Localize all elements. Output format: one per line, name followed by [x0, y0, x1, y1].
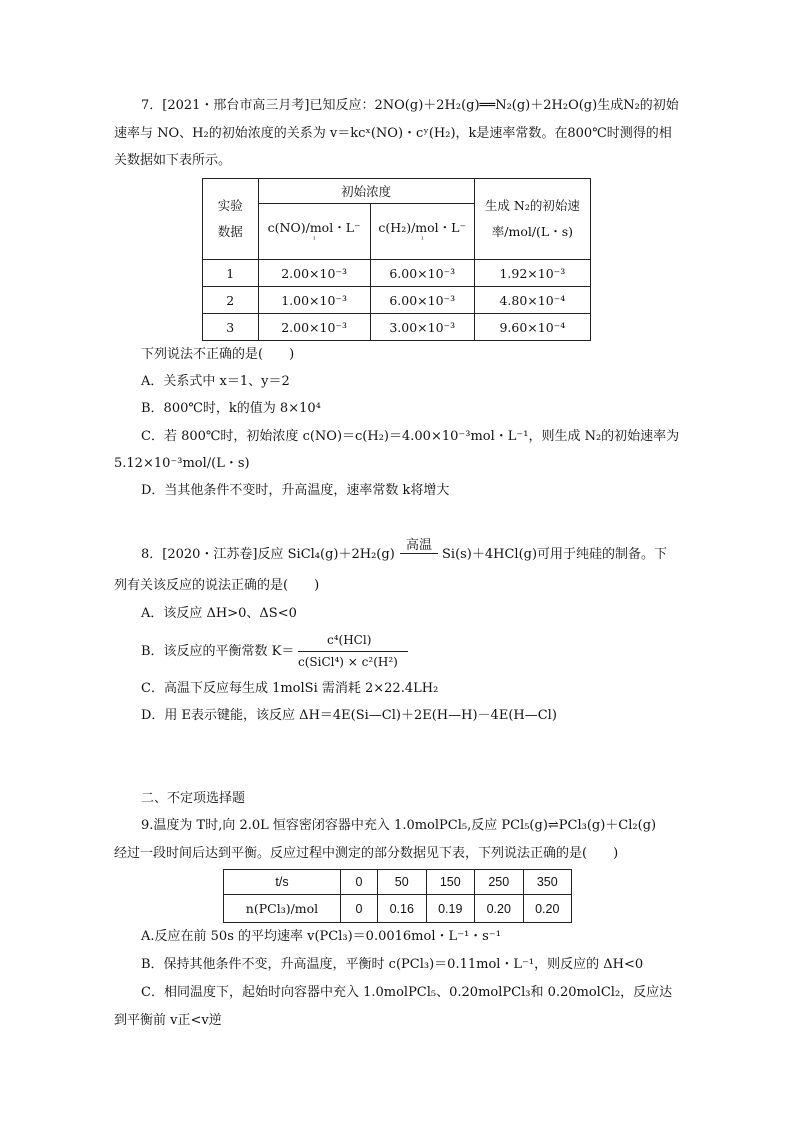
table-header-rate: [474, 179, 590, 260]
cell: 2.00×10⁻³: [258, 314, 370, 341]
q7-data-table: [202, 178, 591, 341]
table-row: [224, 895, 572, 923]
q7-option-a: A．关系式中 x＝1、y＝2: [141, 374, 290, 389]
table-row: [224, 870, 572, 895]
header-text: 实验: [217, 198, 243, 213]
cell: t/s: [224, 870, 341, 895]
cell: 0.20: [475, 895, 524, 923]
header-text: ¹: [420, 236, 424, 244]
cell: 2: [203, 287, 259, 314]
cell: 0.16: [378, 895, 427, 923]
q8-line-2: 列有关该反应的说法正确的是( ): [114, 578, 320, 593]
q7-option-c: C．若 800℃时，初始浓度 c(NO)＝c(H₂)＝4.00×10⁻³mol・L⁻¹，则生成 N₂的初始速率为: [141, 429, 680, 444]
q8-line-1b: Si(s)＋4HCl(g)可用于纯硅的制备。下: [442, 547, 668, 562]
table-header-no: [258, 204, 370, 260]
table-header-h2: [370, 204, 474, 260]
table-row: [203, 287, 591, 314]
q9-line-2: 经过一段时间后达到平衡。反应过程中测定的部分数据见下表，下列说法正确的是( ): [114, 846, 619, 861]
q7-option-c-cont: 5.12×10⁻³mol/(L・s): [114, 456, 250, 471]
cell: 3: [203, 314, 259, 341]
table-header-experiment: [203, 179, 259, 260]
table-header-initial: 初始浓度: [258, 179, 474, 204]
header-text: c(NO)/mol・L⁻: [267, 220, 361, 235]
q7-option-b: B．800℃时，k的值为 8×10⁴: [141, 401, 321, 416]
fraction-denominator: c(SiCl⁴) × c²(H²): [298, 655, 398, 669]
cell: 4.80×10⁻⁴: [474, 287, 590, 314]
header-text: ¹: [312, 236, 316, 244]
fraction-numerator: c⁴(HCl): [327, 633, 372, 647]
q9-option-a: A.反应在前 50s 的平均速率 v(PCl₃)＝0.0016mol・L⁻¹・s⁻¹: [141, 929, 501, 944]
section-title: 二、不定项选择题: [141, 791, 246, 806]
cell: 6.00×10⁻³: [370, 260, 474, 287]
cell: 1.92×10⁻³: [474, 260, 590, 287]
cell: 50: [378, 870, 427, 895]
q7-prompt: 下列说法不正确的是( ): [141, 347, 295, 362]
cell: 0: [341, 870, 378, 895]
q7-line-1: 7．[2021・邢台市高三月考]已知反应：2NO(g)＋2H₂(g)══N₂(g)＋2H₂O(g)生成N₂的初始: [141, 98, 679, 113]
reaction-arrow: [400, 553, 438, 554]
cell: 2.00×10⁻³: [258, 260, 370, 287]
q7-option-d: D．当其他条件不变时，升高温度，速率常数 k将增大: [141, 483, 450, 498]
header-text: 率/mol/(L・s): [491, 224, 574, 239]
q9-option-b: B．保持其他条件不变，升高温度，平衡时 c(PCl₃)＝0.11mol・L⁻¹，则反应的 ΔH<0: [141, 957, 644, 972]
cell: 9.60×10⁻⁴: [474, 314, 590, 341]
table-row: [203, 260, 591, 287]
header-text: 数据: [217, 224, 243, 239]
cell: 0.19: [426, 895, 475, 923]
cell: 1: [203, 260, 259, 287]
q8-option-d: D．用 E表示键能，该反应 ΔH＝4E(Si—Cl)＋2E(H—H)－4E(H—Cl): [141, 708, 557, 723]
cell: 3.00×10⁻³: [370, 314, 474, 341]
q8-option-b: B．该反应的平衡常数 K＝: [141, 644, 295, 659]
cell: 6.00×10⁻³: [370, 287, 474, 314]
q9-data-table: [223, 869, 572, 923]
header-text: c(H₂)/mol・L⁻: [378, 220, 467, 235]
table-row: [203, 314, 591, 341]
fraction-bar: [298, 651, 408, 652]
q8-line-1a: 8．[2020・江苏卷]反应 SiCl₄(g)＋2H₂(g): [141, 547, 395, 562]
header-text: 生成 N₂的初始速: [484, 198, 580, 213]
q7-line-2: 速率与 NO、H₂的初始浓度的关系为 v＝kcˣ(NO)・cʸ(H₂)，k是速率常数。在800℃时测得的相: [114, 126, 672, 141]
q9-option-c: C．相同温度下，起始时向容器中充入 1.0molPCl₅、0.20molPCl₃和 0.20molCl₂，反应达: [141, 985, 673, 1000]
cell: 350: [523, 870, 572, 895]
q8-option-c: C．高温下反应每生成 1molSi 需消耗 2×22.4LH₂: [141, 681, 439, 696]
q7-line-3: 关数据如下表所示。: [114, 153, 232, 168]
cell: 150: [426, 870, 475, 895]
reaction-condition: 高温: [406, 538, 433, 553]
q9-option-c-cont: 到平衡前 v正<v逆: [114, 1013, 222, 1028]
q8-option-a: A．该反应 ΔH>0、ΔS<0: [141, 606, 297, 621]
q9-line-1: 9.温度为 T时,向 2.0L 恒容密闭容器中充入 1.0molPCl₅,反应 PCl₅(g)⇌PCl₃(g)＋Cl₂(g): [141, 818, 657, 833]
cell: n(PCl₃)/mol: [224, 895, 341, 923]
cell: 250: [475, 870, 524, 895]
cell: 0: [341, 895, 378, 923]
cell: 1.00×10⁻³: [258, 287, 370, 314]
cell: 0.20: [523, 895, 572, 923]
